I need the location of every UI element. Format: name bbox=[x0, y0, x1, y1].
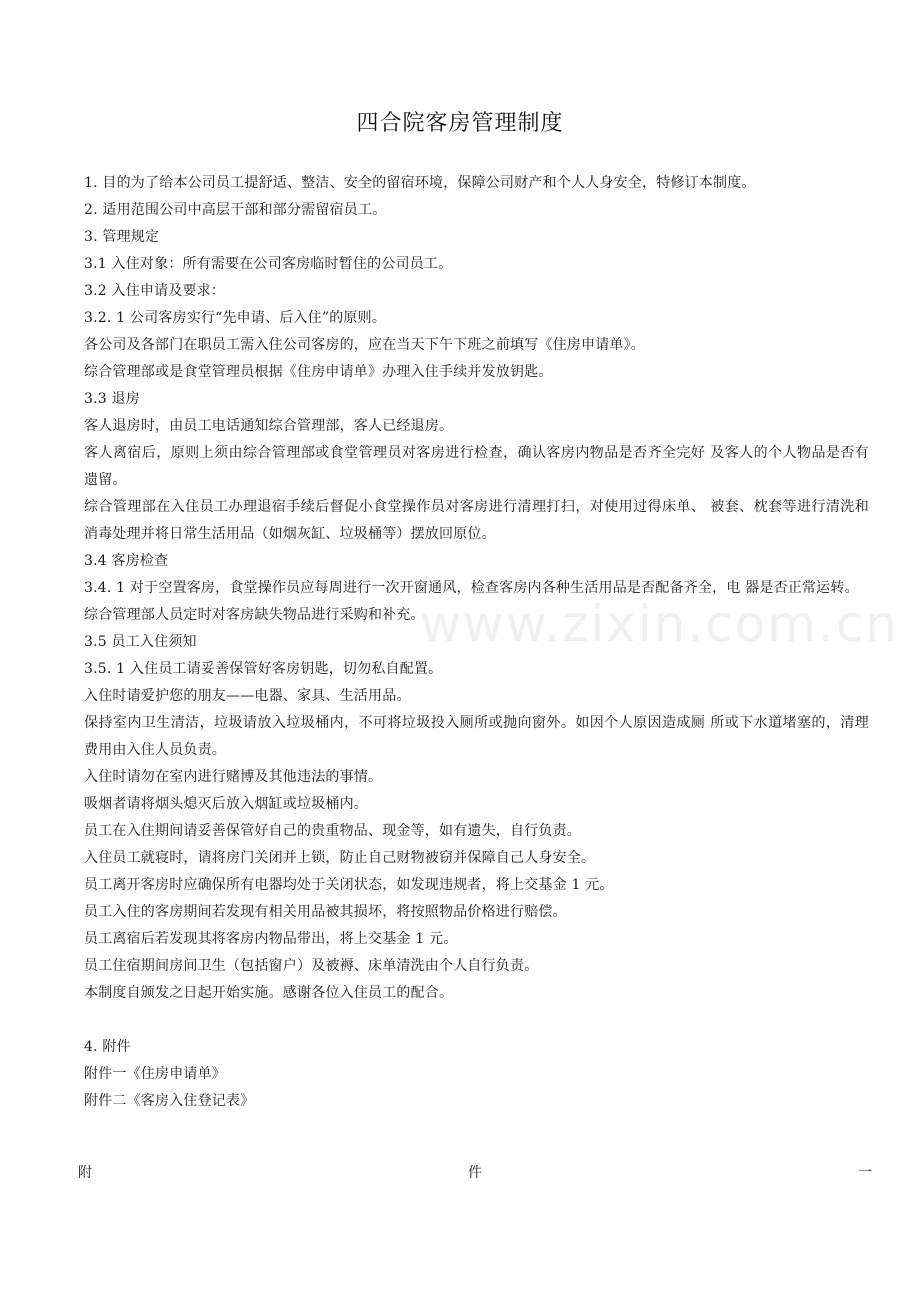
section-heading: 3. 管理规定 bbox=[84, 229, 160, 245]
paragraph: 综合管理部在入住员工办理退宿手续后督促小食堂操作员对客房进行清理打扫，对使用过得床单、 被套、枕套等进行清洗和消毒处理并将日常生活用品（如烟灰缸、垃圾桶等）摆放回原位。 bbox=[84, 499, 869, 542]
section-heading: 3.4 客房检查 bbox=[84, 553, 169, 569]
paragraph: 综合管理部或是食堂管理员根据《住房申请单》办理入住手续并发放钥匙。 bbox=[84, 364, 553, 380]
paragraph: 2. 适用范围公司中高层干部和部分需留宿员工。 bbox=[84, 202, 387, 218]
paragraph: 3.1 入住对象：所有需要在公司客房临时暂住的公司员工。 bbox=[84, 256, 453, 272]
paragraph: 3.2. 1 公司客房实行“先申请、后入住”的原则。 bbox=[84, 310, 387, 326]
section-heading: 3.2 入住申请及要求： bbox=[84, 283, 226, 299]
section-heading: 4. 附件 bbox=[84, 1039, 131, 1055]
paragraph: 1. 目的为了给本公司员工提舒适、整洁、安全的留宿环境，保障公司财产和个人人身安全，特修订本制度。 bbox=[84, 175, 756, 191]
paragraph: 3.5. 1 入住员工请妥善保管好客房钥匙，切勿私自配置。 bbox=[84, 661, 443, 677]
footer-right-char: 一 bbox=[858, 1165, 872, 1181]
spacer bbox=[84, 1007, 869, 1034]
attachment-item: 附件二《客房入住登记表》 bbox=[84, 1093, 255, 1109]
paragraph: 保持室内卫生清洁，垃圾请放入垃圾桶内，不可将垃圾投入厕所或抛向窗外。如因个人原因造成厕 所或下水道堵塞的，清理费用由入住人员负责。 bbox=[84, 715, 869, 758]
document-body bbox=[84, 170, 869, 1115]
attachment-heading-spread bbox=[78, 1162, 872, 1182]
paragraph: 员工住宿期间房间卫生（包括窗户）及被褥、床单清洗由个人自行负责。 bbox=[84, 958, 539, 974]
paragraph: 员工在入住期间请妥善保管好自己的贵重物品、现金等，如有遗失，自行负责。 bbox=[84, 823, 581, 839]
footer-center-char: 件 bbox=[468, 1165, 482, 1181]
paragraph: 入住时请爱护您的朋友——电器、家具、生活用品。 bbox=[84, 688, 411, 704]
section-heading: 3.3 退房 bbox=[84, 391, 140, 407]
document-title: 四合院客房管理制度 bbox=[356, 111, 564, 136]
paragraph: 本制度自颁发之日起开始实施。感谢各位入住员工的配合。 bbox=[84, 985, 454, 1001]
paragraph: 各公司及各部门在职员工需入住公司客房的，应在当天下午下班之前填写《住房申请单》。 bbox=[84, 337, 645, 353]
paragraph: 综合管理部人员定时对客房缺失物品进行采购和补充。 bbox=[84, 607, 425, 623]
paragraph: 吸烟者请将烟头熄灭后放入烟缸或垃圾桶内。 bbox=[84, 796, 368, 812]
paragraph: 员工离开客房时应确保所有电器均处于关闭状态，如发现违规者，将上交基金 1 元。 bbox=[84, 877, 614, 893]
section-heading: 3.5 员工入住须知 bbox=[84, 634, 197, 650]
paragraph: 入住员工就寝时，请将房门关闭并上锁，防止自己财物被窃并保障自己人身安全。 bbox=[84, 850, 596, 866]
paragraph: 客人退房时，由员工电话通知综合管理部，客人已经退房。 bbox=[84, 418, 454, 434]
footer-left-char: 附 bbox=[78, 1165, 92, 1181]
paragraph: 员工离宿后若发现其将客房内物品带出，将上交基金 1 元。 bbox=[84, 931, 458, 947]
paragraph: 客人离宿后，原则上须由综合管理部或食堂管理员对客房进行检查，确认客房内物品是否齐全完好 及客人的个人物品是否有遗留。 bbox=[84, 445, 869, 488]
paragraph: 3.4. 1 对于空置客房，食堂操作员应每周进行一次开窗通风，检查客房内各种生活用品是否配备齐全，电 器是否正常运转。 bbox=[84, 580, 859, 596]
paragraph: 员工入住的客房期间若发现有相关用品被其损坏，将按照物品价格进行赔偿。 bbox=[84, 904, 567, 920]
watermark: www.zixin.com.cn bbox=[420, 595, 900, 653]
paragraph: 入住时请勿在室内进行赌博及其他违法的事情。 bbox=[84, 769, 383, 785]
attachment-item: 附件一《住房申请单》 bbox=[84, 1066, 226, 1082]
